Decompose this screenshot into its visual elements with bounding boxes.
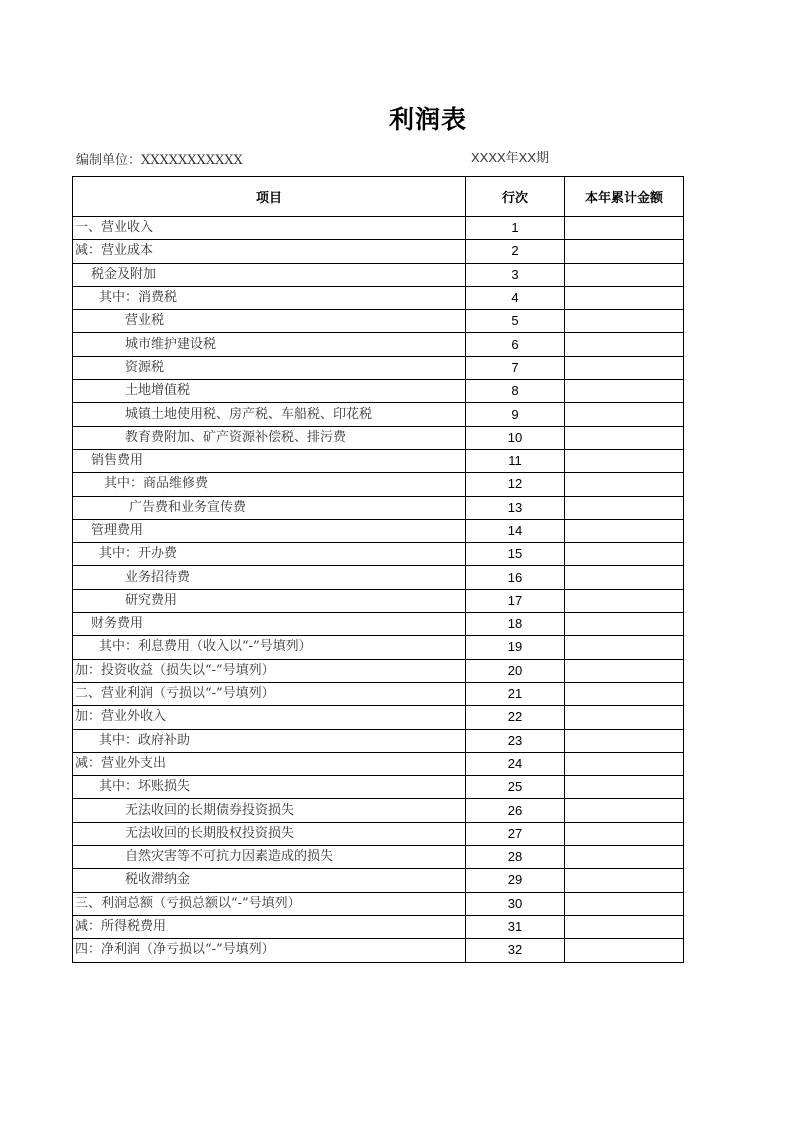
row-item-label: 其中：坏账损失 — [73, 776, 466, 799]
row-amount-cell[interactable] — [565, 869, 684, 892]
row-line-number: 17 — [466, 589, 565, 612]
table-row — [73, 892, 684, 915]
table-row — [73, 496, 684, 519]
table-row — [73, 543, 684, 566]
row-item-label: 四：净利润（净亏损以“-”号填列） — [73, 939, 466, 962]
row-item-label: 三、利润总额（亏损总额以“-”号填列） — [73, 892, 466, 915]
row-item-label: 减：所得税费用 — [73, 915, 466, 938]
row-amount-cell[interactable] — [565, 240, 684, 263]
row-amount-cell[interactable] — [565, 380, 684, 403]
row-item-label: 其中：利息费用（收入以“-”号填列） — [73, 636, 466, 659]
row-amount-cell[interactable] — [565, 892, 684, 915]
table-row — [73, 846, 684, 869]
row-line-number: 21 — [466, 682, 565, 705]
row-line-number: 29 — [466, 869, 565, 892]
row-line-number: 13 — [466, 496, 565, 519]
row-line-number: 25 — [466, 776, 565, 799]
row-amount-cell[interactable] — [565, 752, 684, 775]
row-amount-cell[interactable] — [565, 566, 684, 589]
row-amount-cell[interactable] — [565, 682, 684, 705]
row-item-label: 广告费和业务宣传费 — [73, 496, 466, 519]
table-row — [73, 729, 684, 752]
row-line-number: 31 — [466, 915, 565, 938]
table-row — [73, 915, 684, 938]
row-amount-cell[interactable] — [565, 403, 684, 426]
row-amount-cell[interactable] — [565, 776, 684, 799]
table-row — [73, 286, 684, 309]
row-item-label: 无法收回的长期债券投资损失 — [73, 799, 466, 822]
table-row — [73, 426, 684, 449]
row-line-number: 14 — [466, 519, 565, 542]
header-item: 项目 — [73, 177, 466, 217]
row-item-label: 税收滞纳金 — [73, 869, 466, 892]
table-row — [73, 333, 684, 356]
row-line-number: 9 — [466, 403, 565, 426]
table-row — [73, 217, 684, 240]
table-row — [73, 869, 684, 892]
row-line-number: 22 — [466, 706, 565, 729]
row-item-label: 减：营业外支出 — [73, 752, 466, 775]
table-row — [73, 752, 684, 775]
row-item-label: 自然灾害等不可抗力因素造成的损失 — [73, 846, 466, 869]
table-row — [73, 636, 684, 659]
table-row — [73, 240, 684, 263]
row-line-number: 30 — [466, 892, 565, 915]
row-amount-cell[interactable] — [565, 659, 684, 682]
row-line-number: 26 — [466, 799, 565, 822]
row-item-label: 教育费附加、矿产资源补偿税、排污费 — [73, 426, 466, 449]
row-amount-cell[interactable] — [565, 822, 684, 845]
row-line-number: 32 — [466, 939, 565, 962]
row-amount-cell[interactable] — [565, 799, 684, 822]
table-row — [73, 403, 684, 426]
row-line-number: 2 — [466, 240, 565, 263]
header-ytd-amount: 本年累计金额 — [565, 177, 684, 217]
row-amount-cell[interactable] — [565, 473, 684, 496]
row-amount-cell[interactable] — [565, 613, 684, 636]
row-amount-cell[interactable] — [565, 846, 684, 869]
row-line-number: 10 — [466, 426, 565, 449]
row-item-label: 研究费用 — [73, 589, 466, 612]
row-item-label: 城镇土地使用税、房产税、车船税、印花税 — [73, 403, 466, 426]
row-line-number: 12 — [466, 473, 565, 496]
row-item-label: 其中：商品维修费 — [73, 473, 466, 496]
row-amount-cell[interactable] — [565, 333, 684, 356]
table-row — [73, 263, 684, 286]
row-amount-cell[interactable] — [565, 915, 684, 938]
row-line-number: 19 — [466, 636, 565, 659]
row-item-label: 财务费用 — [73, 613, 466, 636]
row-item-label: 税金及附加 — [73, 263, 466, 286]
row-amount-cell[interactable] — [565, 263, 684, 286]
row-item-label: 其中：消费税 — [73, 286, 466, 309]
row-amount-cell[interactable] — [565, 519, 684, 542]
row-amount-cell[interactable] — [565, 543, 684, 566]
row-line-number: 11 — [466, 449, 565, 472]
row-item-label: 二、营业利润（亏损以“-”号填列） — [73, 682, 466, 705]
table-row — [73, 310, 684, 333]
row-line-number: 16 — [466, 566, 565, 589]
row-line-number: 24 — [466, 752, 565, 775]
table-row — [73, 776, 684, 799]
row-amount-cell[interactable] — [565, 356, 684, 379]
row-line-number: 3 — [466, 263, 565, 286]
table-row — [73, 613, 684, 636]
row-amount-cell[interactable] — [565, 939, 684, 962]
row-item-label: 其中：开办费 — [73, 543, 466, 566]
header-line-number: 行次 — [466, 177, 565, 217]
table-row — [73, 473, 684, 496]
row-line-number: 28 — [466, 846, 565, 869]
row-amount-cell[interactable] — [565, 449, 684, 472]
table-row — [73, 566, 684, 589]
row-amount-cell[interactable] — [565, 310, 684, 333]
row-item-label: 减：营业成本 — [73, 240, 466, 263]
table-row — [73, 519, 684, 542]
row-line-number: 18 — [466, 613, 565, 636]
report-period: XXXX年XX期 — [471, 150, 550, 165]
row-line-number: 5 — [466, 310, 565, 333]
row-item-label: 加：投资收益（损失以“-”号填列） — [73, 659, 466, 682]
table-row — [73, 939, 684, 962]
row-item-label: 资源税 — [73, 356, 466, 379]
table-row — [73, 380, 684, 403]
row-amount-cell[interactable] — [565, 426, 684, 449]
row-line-number: 23 — [466, 729, 565, 752]
row-amount-cell[interactable] — [565, 729, 684, 752]
table-header-row — [73, 177, 684, 217]
row-line-number: 15 — [466, 543, 565, 566]
row-item-label: 无法收回的长期股权投资损失 — [73, 822, 466, 845]
row-amount-cell[interactable] — [565, 706, 684, 729]
row-item-label: 业务招待费 — [73, 566, 466, 589]
row-amount-cell[interactable] — [565, 636, 684, 659]
preparer-unit-label: 编制单位：XXXXXXXXXXX — [76, 153, 243, 168]
table-row — [73, 799, 684, 822]
row-amount-cell[interactable] — [565, 286, 684, 309]
row-amount-cell[interactable] — [565, 217, 684, 240]
table-row — [73, 356, 684, 379]
row-item-label: 一、营业收入 — [73, 217, 466, 240]
table-row — [73, 682, 684, 705]
row-item-label: 加：营业外收入 — [73, 706, 466, 729]
row-line-number: 20 — [466, 659, 565, 682]
row-line-number: 8 — [466, 380, 565, 403]
row-item-label: 城市维护建设税 — [73, 333, 466, 356]
row-amount-cell[interactable] — [565, 496, 684, 519]
row-item-label: 管理费用 — [73, 519, 466, 542]
row-line-number: 1 — [466, 217, 565, 240]
row-amount-cell[interactable] — [565, 589, 684, 612]
table-row — [73, 706, 684, 729]
row-item-label: 其中：政府补助 — [73, 729, 466, 752]
table-row — [73, 659, 684, 682]
page-title: 利润表 — [388, 105, 467, 134]
table-row — [73, 589, 684, 612]
row-item-label: 营业税 — [73, 310, 466, 333]
row-item-label: 销售费用 — [73, 449, 466, 472]
row-line-number: 4 — [466, 286, 565, 309]
table-row — [73, 449, 684, 472]
row-line-number: 7 — [466, 356, 565, 379]
income-statement-table — [72, 176, 684, 963]
row-line-number: 6 — [466, 333, 565, 356]
row-item-label: 土地增值税 — [73, 380, 466, 403]
table-row — [73, 822, 684, 845]
row-line-number: 27 — [466, 822, 565, 845]
